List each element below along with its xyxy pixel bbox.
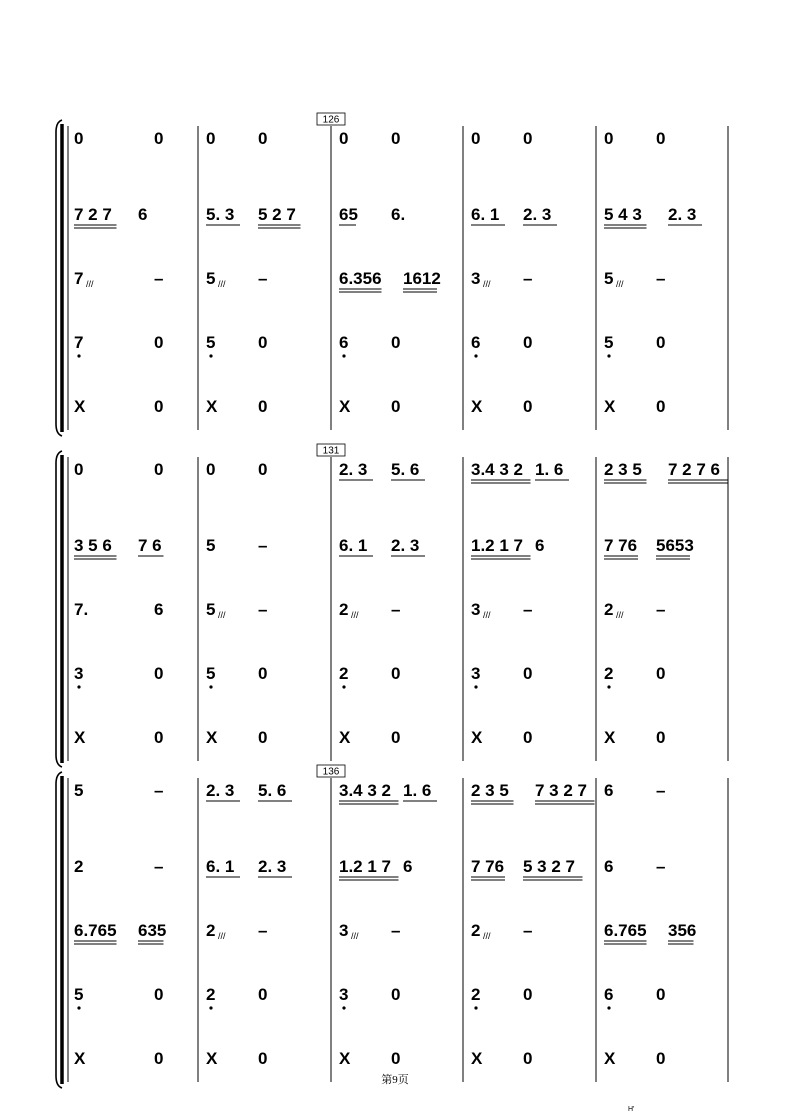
note-group: 0 — [391, 397, 401, 416]
note-group: X — [604, 728, 616, 747]
note-group: 6 — [138, 205, 148, 224]
note-group: 5. 6 — [391, 460, 420, 479]
note-group: 1.2 1 7 — [339, 857, 391, 876]
note-group: 0 — [604, 129, 614, 148]
note-group: 2 — [339, 664, 349, 683]
note-group: X — [74, 1049, 86, 1068]
note-group: 6 — [604, 781, 614, 800]
octave-dot — [342, 354, 345, 357]
note-group: 6 — [154, 600, 164, 619]
note-group: 6 — [471, 333, 481, 352]
note-group: 7 2 7 — [74, 205, 112, 224]
note-group: 0 — [471, 129, 481, 148]
note-group: 5 4 3 — [604, 205, 642, 224]
note-group: 6. — [391, 205, 406, 224]
note-group: 0 — [656, 333, 666, 352]
tremolo-mark: /// — [218, 279, 226, 289]
note-group: 0 — [258, 333, 268, 352]
note-group: 0 — [391, 1049, 401, 1068]
note-group: 5 — [206, 333, 216, 352]
system-2 — [56, 444, 728, 767]
note-group: 0 — [656, 397, 666, 416]
note-group: 0 — [523, 664, 533, 683]
note-group: 0 — [206, 460, 216, 479]
note-group: 6 — [339, 333, 349, 352]
octave-dot — [474, 685, 477, 688]
octave-dot — [474, 1006, 477, 1009]
note-group: – — [523, 600, 533, 619]
note-group: 7 — [74, 333, 84, 352]
note-group: 5 — [74, 781, 84, 800]
note-group: 0 — [258, 985, 268, 1004]
note-group: 1612 — [403, 269, 441, 288]
page-number: 第9页 — [381, 1074, 409, 1086]
tremolo-mark: /// — [616, 279, 624, 289]
note-group: X — [604, 397, 616, 416]
note-group: 7. — [74, 600, 89, 619]
note-group: 2. 3 — [523, 205, 552, 224]
note-group: 0 — [523, 129, 533, 148]
note-group: 0 — [154, 129, 164, 148]
note-group: 0 — [391, 129, 401, 148]
note-group: 1.2 1 7 — [471, 536, 523, 555]
note-group: – — [258, 600, 268, 619]
note-group: 0 — [391, 333, 401, 352]
note-group: 6 — [535, 536, 545, 555]
note-group: 0 — [339, 129, 349, 148]
note-group: 0 — [523, 728, 533, 747]
note-group: 0 — [656, 728, 666, 747]
note-group: 5 3 2 7 — [523, 857, 575, 876]
note-group: 0 — [154, 397, 164, 416]
note-group: X — [206, 397, 218, 416]
note-group: 0 — [391, 728, 401, 747]
note-group: 5 — [74, 985, 84, 1004]
note-group: 1. 6 — [403, 781, 432, 800]
note-group: 0 — [258, 664, 268, 683]
note-group: 2 3 5 — [604, 460, 642, 479]
note-group: 3 — [471, 600, 481, 619]
tremolo-mark: /// — [218, 931, 226, 941]
note-group: 2. 3 — [206, 781, 235, 800]
note-group: 3 — [471, 269, 481, 288]
note-group: 0 — [391, 985, 401, 1004]
note-group: – — [656, 781, 666, 800]
note-group: 5. 6 — [258, 781, 287, 800]
note-group: 0 — [523, 985, 533, 1004]
note-group: – — [154, 857, 164, 876]
note-group: 6.356 — [339, 269, 382, 288]
note-group: 356 — [668, 921, 697, 940]
note-group: 2 — [604, 664, 614, 683]
note-group: X — [74, 397, 86, 416]
note-group: 3.4 3 2 — [471, 460, 523, 479]
note-group: X — [206, 728, 218, 747]
note-group: 7 76 — [471, 857, 505, 876]
note-group: 7 76 — [604, 536, 638, 555]
note-group: 7 — [74, 269, 84, 288]
note-group: 0 — [656, 1049, 666, 1068]
measure-number: 126 — [322, 114, 340, 126]
note-group: 0 — [154, 460, 164, 479]
tremolo-mark: /// — [86, 279, 94, 289]
note-group: 5653 — [656, 536, 694, 555]
octave-dot — [77, 354, 80, 357]
note-group: 0 — [154, 333, 164, 352]
octave-dot — [77, 685, 80, 688]
note-group: 5. 3 — [206, 205, 235, 224]
note-group: – — [154, 269, 164, 288]
corner-mark: H' — [628, 1106, 635, 1113]
note-group: 3 5 6 — [74, 536, 112, 555]
note-group: – — [391, 921, 401, 940]
measure-number: 136 — [322, 766, 340, 778]
tremolo-mark: /// — [616, 610, 624, 620]
note-group: 2. 3 — [391, 536, 420, 555]
octave-dot — [342, 1006, 345, 1009]
note-group: X — [74, 728, 86, 747]
note-group: 0 — [154, 728, 164, 747]
note-group: 65 — [339, 205, 358, 224]
note-group: – — [523, 269, 533, 288]
note-group: 0 — [154, 664, 164, 683]
note-group: 6 — [403, 857, 413, 876]
note-group: 5 — [206, 664, 216, 683]
note-group: 0 — [74, 460, 84, 479]
note-group: 0 — [258, 397, 268, 416]
note-group: 2. 3 — [339, 460, 368, 479]
note-group: X — [471, 1049, 483, 1068]
note-group: 0 — [656, 129, 666, 148]
note-group: 2 — [206, 921, 216, 940]
note-group: 3 — [339, 921, 349, 940]
note-group: 7 2 7 6 — [668, 460, 720, 479]
note-group: X — [471, 728, 483, 747]
note-group: – — [391, 600, 401, 619]
note-group: 6.765 — [74, 921, 117, 940]
note-group: 7 6 — [138, 536, 162, 555]
tremolo-mark: /// — [483, 279, 491, 289]
octave-dot — [77, 1006, 80, 1009]
note-group: 5 2 7 — [258, 205, 296, 224]
note-group: X — [471, 397, 483, 416]
note-group: – — [258, 269, 268, 288]
note-group: X — [339, 397, 351, 416]
note-group: 5 — [604, 269, 614, 288]
note-group: 635 — [138, 921, 167, 940]
note-group: 0 — [206, 129, 216, 148]
note-group: 3 — [471, 664, 481, 683]
note-group: 2 — [471, 985, 481, 1004]
note-group: 7 3 2 7 — [535, 781, 587, 800]
tremolo-mark: /// — [351, 610, 359, 620]
note-group: 5 — [206, 600, 216, 619]
octave-dot — [474, 354, 477, 357]
tremolo-mark: /// — [218, 610, 226, 620]
note-group: 0 — [391, 664, 401, 683]
note-group: 2 — [604, 600, 614, 619]
octave-dot — [209, 1006, 212, 1009]
note-group: X — [339, 728, 351, 747]
note-group: 2 — [471, 921, 481, 940]
note-group: 6.765 — [604, 921, 647, 940]
note-group: X — [339, 1049, 351, 1068]
system-1 — [56, 113, 728, 436]
note-group: 0 — [656, 664, 666, 683]
octave-dot — [209, 685, 212, 688]
octave-dot — [607, 1006, 610, 1009]
note-group: 0 — [523, 397, 533, 416]
note-group: 5 — [206, 269, 216, 288]
octave-dot — [607, 685, 610, 688]
note-group: – — [656, 600, 666, 619]
note-group: 0 — [258, 129, 268, 148]
system-3 — [56, 765, 728, 1088]
note-group: 2 — [339, 600, 349, 619]
note-group: 2 3 5 — [471, 781, 509, 800]
tremolo-mark: /// — [483, 610, 491, 620]
note-group: 5 — [604, 333, 614, 352]
note-group: 0 — [523, 1049, 533, 1068]
note-group: 0 — [154, 1049, 164, 1068]
note-group: 5 — [206, 536, 216, 555]
note-group: 0 — [656, 985, 666, 1004]
note-group: 6. 1 — [471, 205, 500, 224]
note-group: 0 — [258, 1049, 268, 1068]
note-group: 2. 3 — [258, 857, 287, 876]
octave-dot — [607, 354, 610, 357]
note-group: 6. 1 — [339, 536, 368, 555]
note-group: 0 — [258, 460, 268, 479]
tremolo-mark: /// — [483, 931, 491, 941]
tremolo-mark: /// — [351, 931, 359, 941]
note-group: – — [258, 921, 268, 940]
note-group: 3 — [74, 664, 84, 683]
note-group: 6. 1 — [206, 857, 235, 876]
note-group: – — [656, 269, 666, 288]
note-group: 1. 6 — [535, 460, 564, 479]
note-group: 6 — [604, 985, 614, 1004]
note-group: 0 — [258, 728, 268, 747]
note-group: X — [206, 1049, 218, 1068]
note-group: 0 — [74, 129, 84, 148]
note-group: – — [656, 857, 666, 876]
note-group: 2 — [206, 985, 216, 1004]
note-group: X — [604, 1049, 616, 1068]
note-group: 0 — [523, 333, 533, 352]
octave-dot — [342, 685, 345, 688]
measure-number: 131 — [322, 445, 340, 457]
octave-dot — [209, 354, 212, 357]
note-group: – — [258, 536, 268, 555]
note-group: 0 — [154, 985, 164, 1004]
note-group: – — [523, 921, 533, 940]
note-group: 2. 3 — [668, 205, 697, 224]
note-group: 6 — [604, 857, 614, 876]
note-group: – — [154, 781, 164, 800]
note-group: 3.4 3 2 — [339, 781, 391, 800]
note-group: 3 — [339, 985, 349, 1004]
note-group: 2 — [74, 857, 84, 876]
